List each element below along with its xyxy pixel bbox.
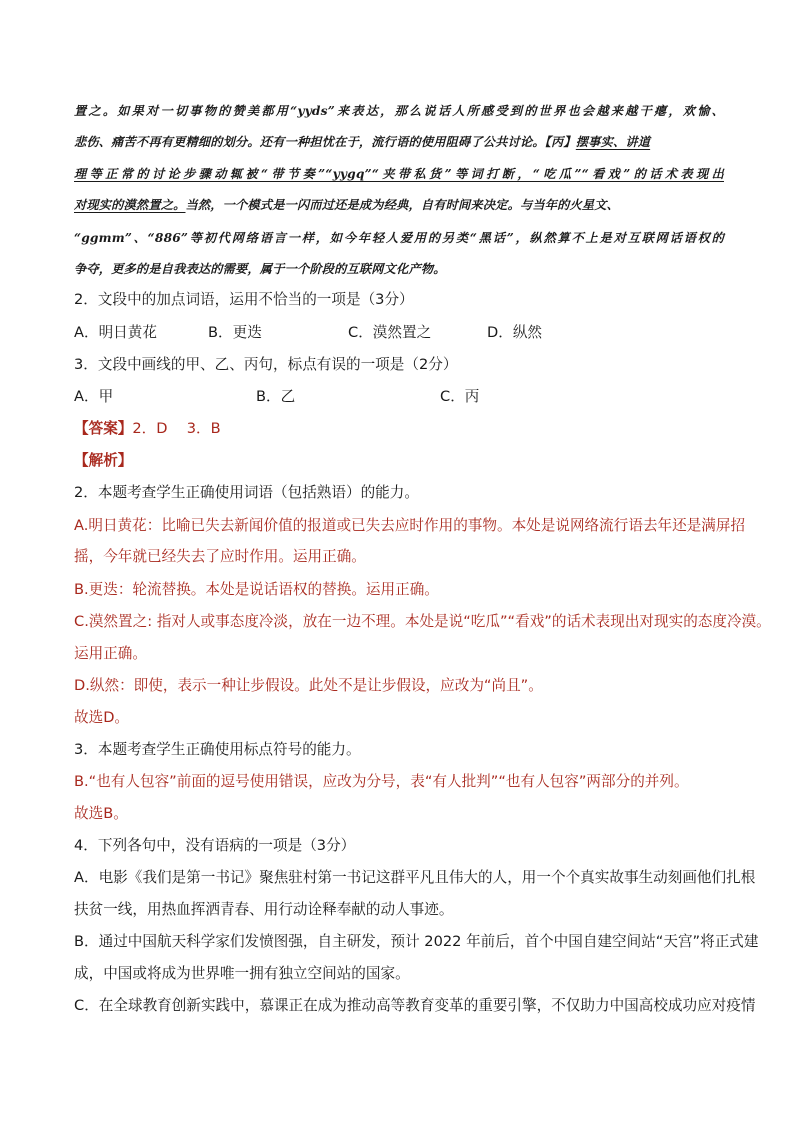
answer-text: 2．D 3．B <box>132 420 221 437</box>
answer-tag: 【答案】 <box>74 420 133 437</box>
analysis-q3-head: 3．本题考查学生正确使用标点符号的能力。 <box>74 741 361 758</box>
analysis-tag: 【解析】 <box>74 452 133 469</box>
question-2-option-c: C．漠然置之 <box>348 324 432 341</box>
question-3-option-a: A．甲 <box>74 388 114 405</box>
passage-line-2 <box>74 132 724 152</box>
analysis-tag-line <box>74 451 724 471</box>
question-4-option-a-line-2: 扶贫一线，用热血挥洒青春、用行动诠释奉献的动人事迹。 <box>74 901 454 918</box>
passage-line-2-text: 悲伤、痛苦不再有更精细的划分。还有一种担忧在于，流行语的使用阻碍了公共讨论。【丙】 <box>74 135 576 149</box>
question-2-option-a: A．明日黄花 <box>74 324 157 341</box>
passage-line-3-underlined: 理等正常的讨论步骤动辄被“带节奏”“yygq”“夹带私货”等词打断，“吃瓜”“看戏”的话术表现出 <box>74 167 724 181</box>
analysis-q2-a-line-2: 摇，今年就已经失去了应时作用。运用正确。 <box>74 548 366 565</box>
analysis-q2-b: B.更迭：轮流替换。本处是说话语权的替换。运用正确。 <box>74 581 439 598</box>
question-2-option-b: B．更迭 <box>208 324 262 341</box>
question-2-stem: 2．文段中的加点词语，运用不恰当的一项是（3分） <box>74 291 414 308</box>
question-2-option-d: D．纵然 <box>487 324 543 341</box>
passage-line-6: 争夺，更多的是自我表达的需要，属于一个阶段的互联网文化产物。 <box>74 262 446 276</box>
analysis-q2-a-line-1: A.明日黄花：比喻已失去新闻价值的报道或已失去应时作用的事物。本处是说网络流行语去年还是满屏招 <box>74 517 746 534</box>
passage-line-4-text: 当然，一个模式是一闪而过还是成为经典，自有时间来决定。与当年的火星文、 <box>185 198 620 212</box>
analysis-q3-conclusion: 故选B。 <box>74 805 128 822</box>
passage-line-4 <box>74 195 724 215</box>
question-3-stem: 3．文段中画线的甲、乙、丙句，标点有误的一项是（2分） <box>74 356 458 373</box>
question-4-option-b-line-1: B．通过中国航天科学家们发愤图强，自主研发，预计 2022 年前后，首个中国自建空间站“天宫”将正式建 <box>74 933 759 950</box>
question-4-stem: 4．下列各句中，没有语病的一项是（3分） <box>74 837 356 854</box>
analysis-q2-conclusion: 故选D。 <box>74 709 130 726</box>
passage-line-5: “ggmm”、“886”等初代网络语言一样，如今年轻人爱用的另类“黑话”，纵然算不上是对互联网话语权的 <box>74 231 724 245</box>
passage-line-1: 置之。如果对一切事物的赞美都用“yyds”来表达，那么说话人所感受到的世界也会越来越干瘪，欢愉、 <box>74 104 724 118</box>
analysis-q2-c-line-2: 运用正确。 <box>74 645 147 662</box>
answer-line <box>74 419 724 439</box>
question-4-option-b-line-2: 成，中国或将成为世界唯一拥有独立空间站的国家。 <box>74 965 410 982</box>
question-4-option-a-line-1: A．电影《我们是第一书记》聚焦驻村第一书记这群平凡且伟大的人，用一个个真实故事生动刻画他们扎根 <box>74 869 756 886</box>
question-4-option-c-line-1: C．在全球教育创新实践中，慕课正在成为推动高等教育变革的重要引擎，不仅助力中国高校成功应对疫情 <box>74 997 756 1014</box>
passage-underlined-bing-end: 对现实的漠然置之。 <box>74 198 186 212</box>
analysis-q2-head: 2．本题考查学生正确使用词语（包括熟语）的能力。 <box>74 484 419 501</box>
question-3-option-b: B．乙 <box>256 388 296 405</box>
passage-underlined-bing-start: 摆事实、讲道 <box>575 135 651 149</box>
analysis-q2-c-line-1: C.漠然置之: 指对人或事态度冷淡，放在一边不理。本处是说“吃瓜”“看戏”的话术表现出对现实的态度冷漠。 <box>74 613 771 630</box>
question-3-option-c: C．丙 <box>440 388 480 405</box>
analysis-q3-b: B.“也有人包容”前面的逗号使用错误，应改为分号，表“有人批判”“也有人包容”两部分的并列。 <box>74 773 689 790</box>
analysis-q2-d: D.纵然：即使，表示一种让步假设。此处不是让步假设，应改为“尚且”。 <box>74 677 543 694</box>
